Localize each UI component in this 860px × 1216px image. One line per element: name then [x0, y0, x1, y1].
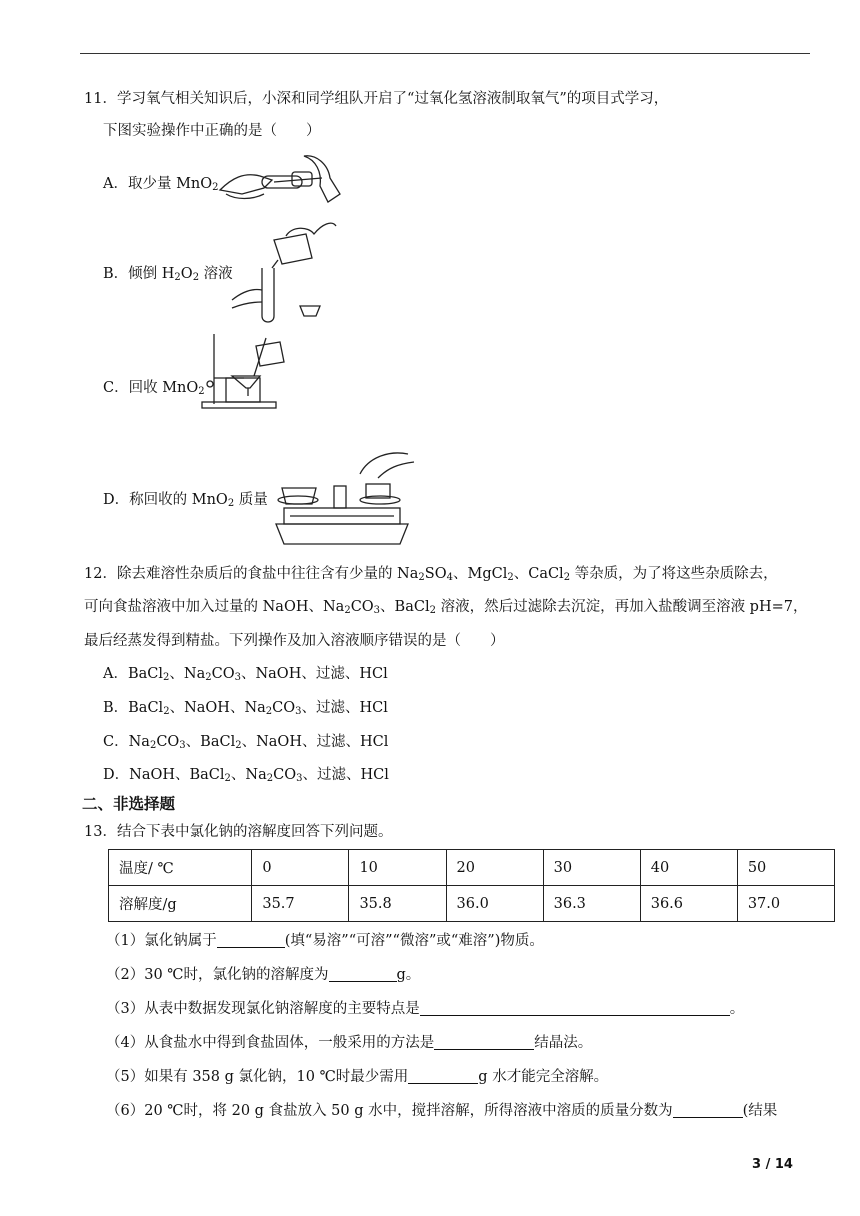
- q13-item-4: （4）从食盐水中得到食盐固体，一般采用的方法是 结晶法。: [106, 1035, 593, 1051]
- q12-option-b: B．BaCl$_2$、NaOH、$Na_2CO_3$、过滤、HCl: [103, 700, 388, 717]
- table-cell: 溶解度/g: [109, 886, 252, 922]
- answer-blank[interactable]: [408, 1068, 478, 1084]
- scoop-powder-illustration: [212, 150, 347, 208]
- answer-blank[interactable]: [217, 932, 285, 948]
- table-cell: 36.3: [543, 886, 640, 922]
- q13-item-3: （3）从表中数据发现氯化钠溶解度的主要特点是 。: [106, 1001, 745, 1017]
- table-cell: 20: [446, 850, 543, 886]
- answer-blank[interactable]: [673, 1102, 743, 1118]
- table-cell: 0: [252, 850, 349, 886]
- q12-stem-line3: 最后经蒸发得到精盐。下列操作及加入溶液顺序错误的是（ ）: [84, 633, 505, 649]
- section-title: 二、非选择题: [82, 795, 176, 813]
- q13-item-1: （1）氯化钠属于 (填“易溶”“可溶”“微溶”或“难溶”)物质。: [106, 933, 544, 949]
- table-cell: 温度/ ℃: [109, 850, 252, 886]
- q13-item-5: （5）如果有 358 g 氯化钠，10 ℃时最少需用 g 水才能完全溶解。: [106, 1069, 609, 1085]
- q13-stem: 13．结合下表中氯化钠的溶解度回答下列问题。: [84, 824, 393, 840]
- table-row: [109, 886, 835, 922]
- page-number: 3 / 14: [752, 1157, 793, 1172]
- table-cell: 50: [737, 850, 834, 886]
- q11-stem-line1: 11．学习氧气相关知识后，小深和同学组队开启了“过氧化氢溶液制取氧气”的项目式学习，: [84, 91, 669, 107]
- q12-option-d: D．NaOH、BaCl$_2$、$Na_2CO_3$、过滤、HCl: [103, 767, 389, 784]
- q12-stem-line2: 可向食盐溶液中加入过量的 NaOH、$Na_2CO_3$、BaCl$_2$ 溶液，然后过滤除去沉淀，再加入盐酸调至溶液 pH=7，: [84, 599, 808, 616]
- balance-illustration: [268, 448, 418, 550]
- table-row: [109, 850, 835, 886]
- q13-item-6: （6）20 ℃时，将 20 g 食盐放入 50 g 水中，搅拌溶解，所得溶液中溶质的质量分数为 (结果: [106, 1103, 778, 1119]
- table-cell: 35.8: [349, 886, 446, 922]
- filtration-illustration: [200, 332, 300, 412]
- pour-liquid-illustration: [228, 220, 338, 328]
- q11-option-a: A．取少量 MnO$_2$: [103, 176, 219, 193]
- answer-blank[interactable]: [434, 1034, 534, 1050]
- q11-option-b: B．倾倒 $H_2O_2$ 溶液: [103, 266, 233, 283]
- solubility-table: [108, 849, 835, 922]
- q12-option-c: C．$Na_2CO_3$、BaCl$_2$、NaOH、过滤、HCl: [103, 734, 389, 751]
- table-cell: 36.0: [446, 886, 543, 922]
- header-rule: [80, 53, 810, 54]
- table-cell: 37.0: [737, 886, 834, 922]
- q11-stem-line2: 下图实验操作中正确的是（ ）: [103, 123, 321, 139]
- table-cell: 40: [640, 850, 737, 886]
- table-cell: 35.7: [252, 886, 349, 922]
- q13-item-2: （2）30 ℃时，氯化钠的溶解度为 g。: [106, 967, 421, 983]
- table-cell: 36.6: [640, 886, 737, 922]
- table-cell: 10: [349, 850, 446, 886]
- q11-option-c: C．回收 MnO$_2$: [103, 380, 205, 397]
- answer-blank[interactable]: [329, 966, 397, 982]
- q12-option-a: A．BaCl$_2$、$Na_2CO_3$、NaOH、过滤、HCl: [103, 666, 388, 683]
- table-cell: 30: [543, 850, 640, 886]
- q12-stem-line1: 12．除去难溶性杂质后的食盐中往往含有少量的 $Na_2SO_4$、MgCl$_2$、CaCl$_2$ 等杂质，为了将这些杂质除去，: [84, 566, 778, 583]
- answer-blank[interactable]: [420, 1000, 730, 1016]
- q11-option-d: D．称回收的 MnO$_2$ 质量: [103, 492, 268, 509]
